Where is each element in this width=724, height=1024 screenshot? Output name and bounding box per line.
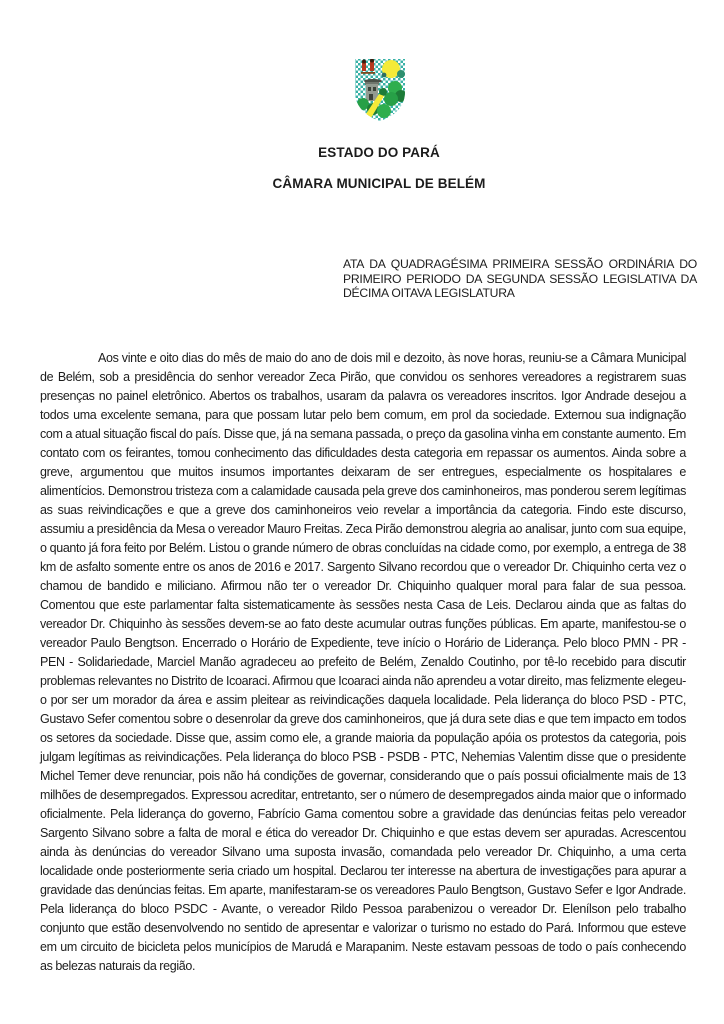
institution-heading: CÂMARA MUNICIPAL DE BELÉM bbox=[272, 176, 486, 191]
belem-coat-of-arms-icon bbox=[353, 57, 407, 123]
session-title: ATA DA QUADRAGÉSIMA PRIMEIRA SESSÃO ORDINÁRIA DO PRIMEIRO PERIODO DA SEGUNDA SESSÃO LEGISLATIVA DA DÉCIMA OITAVA LEGISLATURA bbox=[343, 257, 697, 301]
minutes-body-paragraph: Aos vinte e oito dias do mês de maio do ano de dois mil e dezoito, às nove horas, reuniu-se a Câmara Municipal de Belém, sob a presidência do senhor vereador Zeca Pirão, que convidou os senhores vereadores a registrarem suas presenças no painel eletrônico. Abertos os trabalhos, usaram da palavra os vereadores inscritos. Igor Andrade desejou a todos uma excelente semana, para que possam lutar pelo bem comum, em prol da sociedade. Externou sua indignação com a atual situação fiscal do país. Disse que, já na semana passada, o preço da gasolina vinha em constante aumento. Em contato com os feirantes, tomou conhecimento das dificuldades desta categoria em repassar os aumentos. Ainda sobre a greve, argumentou que muitos insumos importantes deixaram de ser entregues, especialmente os hospitalares e alimentícios. Demonstrou tristeza com a calamidade causada pela greve dos caminhoneiros, mas ponderou serem legítimas as suas reivindicações e que a greve dos caminhoneiros veio revelar a importância da categoria. Findo este discurso, assumiu a presidência da Mesa o vereador Mauro Freitas. Zeca Pirão demonstrou alegria ao analisar, junto com sua equipe, o quanto já fora feito por Belém. Listou o grande número de obras concluídas na cidade como, por exemplo, a entrega de 38 km de asfalto somente entre os anos de 2016 e 2017. Sargento Silvano recordou que o vereador Dr. Chiquinho certa vez o chamou de bandido e miliciano. Afirmou não ter o vereador Dr. Chiquinho qualquer moral para falar de sua pessoa. Comentou que este parlamentar falta sistematicamente às sessões nesta Casa de Leis. Declarou ainda que as faltas do vereador Dr. Chiquinho às sessões devem-se ao fato deste acumular outras funções públicas. Em aparte, manifestou-se o vereador Paulo Bengtson. Encerrado o Horário de Expediente, teve início o Horário de Liderança. Pelo bloco PMN - PR - PEN - Solidariedade, Marciel Manão agradeceu ao prefeito de Belém, Zenaldo Coutinho, por tê-lo recebido para discutir problemas relevantes no Distrito de Icoaraci. Afirmou que Icoaraci ainda não aprendeu a votar direito, mas felizmente elegeu-o por ser um morador da área e assim pleitear as reivindicações daquela localidade. Pela liderança do bloco PSD - PTC, Gustavo Sefer comentou sobre o desenrolar da greve dos caminhoneiros, que já dura sete dias e que tem impacto em todos os setores da sociedade. Disse que, assim como ele, a grande maioria da população apóia os protestos da categoria, pois julgam legítimas as reivindicações. Pela liderança do bloco PSB - PSDB - PTC, Nehemias Valentim disse que o presidente Michel Temer deve renunciar, pois não há condições de governar, considerando que o país possui oficialmente mais de 13 milhões de desempregados. Expressou acreditar, entretanto, ser o número de desempregados ainda maior que o informado oficialmente. Pela liderança do governo, Fabrício Gama comentou sobre a gravidade das denúncias feitas pelo vereador Sargento Silvano sobre a falta de moral e ética do vereador Dr. Chiquinho e que estas devem ser apuradas. Acrescentou ainda às denúncias do vereador Silvano uma suposta invasão, comandada pelo vereador Dr. Chiquinho, a uma certa localidade onde posteriormente seria criado um hospital. Declarou ter interesse na abertura de investigações para apurar a gravidade das denúncias feitas. Em aparte, manifestaram-se os vereadores Paulo Bengtson, Gustavo Sefer e Igor Andrade. Pela liderança do bloco PSDC - Avante, o vereador Rildo Pessoa parabenizou o vereador Dr. Elenílson pelo trabalho conjunto que estão desenvolvendo no sentido de apresentar e valorizar o turismo no estado do Pará. Informou que esteve em um circuito de bicicleta pelos municípios de Marudá e Marapanim. Neste estavam pessoas de todo o país conhecendo as belezas naturais da região. bbox=[40, 350, 686, 973]
state-heading: ESTADO DO PARÁ bbox=[318, 145, 440, 160]
